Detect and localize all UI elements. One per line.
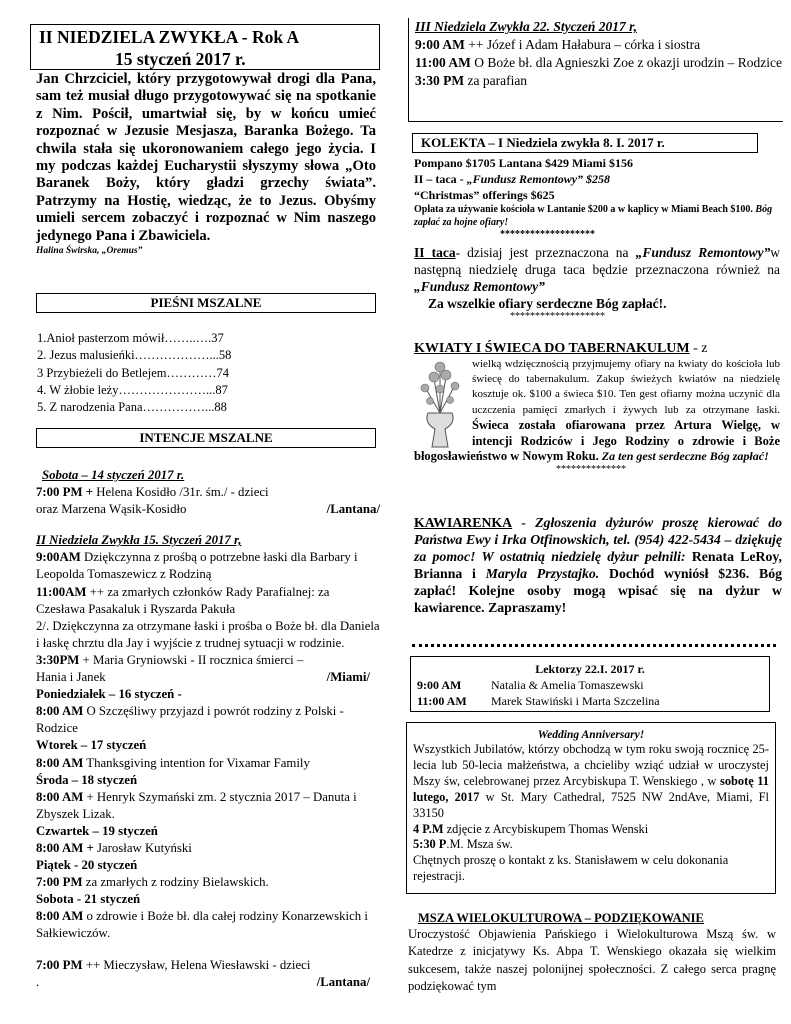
intention-line: 7:00 PM + Helena Kosidło /31r. śm./ - dzieci bbox=[36, 485, 269, 500]
intention-line: 8:00 AM Thanksgiving intention for Vixamar Family bbox=[36, 755, 310, 770]
collection-line: II – taca - „Fundusz Remontowy” $258 bbox=[414, 172, 611, 186]
cafe-block bbox=[414, 514, 782, 616]
intention-line: 9:00AM Dziękczynna z prośbą o potrzebne łaski dla Barbary i Leopolda Tomaszewicz z Rodziną bbox=[36, 550, 358, 582]
intention-line: 11:00AM ++ za zmarłych członków Rady Parafialnej: za Czesława Pasakaluk i Ryszarda Pakuła bbox=[36, 584, 330, 616]
intention-line: 8:00 AM + Jarosław Kutyński bbox=[36, 840, 192, 855]
readers-box bbox=[410, 656, 770, 712]
intro-text: Jan Chrzciciel, który przygotowywał drogi dla Pana, sam też musiał długo przygotowywać się na spotkanie z Nim. Pościł, umartwiał się, by w końcu umieć rozpoznać w Jezusie Mesjasza, Baranka Bożego. Ta chwila stała się ukoronowaniem całego jego życia. I my podczas każdej Eucharystii słyszymy słowa „Oto Baranek Boży, który gładzi grzechy świata”. Patrzymy na Hostię, wiedząc, że to Jezus. Obyśmy umieli sercem zobaczyć i rozpoznać w Nim naszego jedynego Pana i Zbawiciela. bbox=[36, 71, 376, 244]
intention-line: . /Lantana/ bbox=[36, 974, 370, 989]
flowers-image bbox=[414, 359, 466, 449]
intention-line: 3:30 PM za parafian bbox=[415, 73, 528, 88]
flowers-text: wielką wdzięcznością przyjmujemy ofiary na kwiaty do kościoła lub świecę do tabernakulum. Zakup świeżych kwiatów na niedzielę kosztuje ok. $100 a świeca $10. Ten gest ofiarny można uczynić dla uczczenia pamięci zmarłych i żywych lub za otrzymane łaski. Świeca została ofiarowana przez Artura Wielgę, w intencji Rodziców i Jego Rodziny o zdrowie i Boże błogosławieństwo w Nowym Roku. Za ten gest serdeczne Bóg zapłać! bbox=[414, 358, 780, 464]
intention-line: 8:00 AM o zdrowie i Boże bł. dla całej rodziny Konarzewskich i Sałkiewiczów. bbox=[36, 909, 368, 941]
multicultural-text: Uroczystość Objawienia Pańskiego i Wielokulturowa Mszą św. w Katedrze z inicjatywy Ks. Abpa T. Wenskiego okazała się wielkim sukcesem, także naszej polonijnej społeczności. Z całego serca pragnę podziękować tym bbox=[408, 927, 776, 993]
wednesday-heading: Środa – 18 styczeń bbox=[36, 772, 138, 787]
intention-line: 9:00 AM ++ Józef i Adam Hałabura – córka i siostra bbox=[415, 37, 701, 52]
anniversary-photo: 4 P.M zdjęcie z Arcybiskupem Thomas Wenski bbox=[413, 821, 649, 836]
song-item: 1.Anioł pasterzom mówił……..….37 bbox=[37, 331, 224, 345]
intention-line: 7:00 PM ++ Mieczysław, Helena Wiesławski - dzieci bbox=[36, 957, 311, 972]
sunday-heading: II Niedziela Zwykła 15. Styczeń 2017 r, bbox=[36, 533, 242, 548]
next-sunday-block bbox=[408, 18, 783, 122]
saturday-heading: Sobota – 14 styczeń 2017 r. bbox=[42, 468, 185, 482]
multicultural-block bbox=[408, 910, 776, 995]
tuesday-heading: Wtorek – 17 styczeń bbox=[36, 738, 147, 753]
collection-line: Pompano $1705 Lantana $429 Miami $156 bbox=[414, 156, 634, 170]
intention-line: oraz Marzena Wąsik-Kosidło /Lantana/ bbox=[36, 502, 380, 517]
intentions-list bbox=[36, 467, 380, 991]
cafe-text: KAWIARENKA - Zgłoszenia dyżurów proszę kierować do Państwa Ewy i Irka Otfinowskich, tel. (954) 422-5434 – dziękuję za pomoc! W ostatnią niedzielę dyżur pełnili: Renata LeRoy, Brianna i Maryla Przystajko. Dochód wyniósł $236. Bóg zapłać! Kolejne osoby mogą wpisać się na dyżur w kawiarence. Zapraszamy! bbox=[414, 515, 782, 615]
intention-line: 7:00 PM za zmarłych z rodziny Bielawskich. bbox=[36, 875, 269, 890]
intentions-heading: INTENCJE MSZALNE bbox=[36, 428, 376, 448]
song-item: 5. Z narodzenia Pana……………...88 bbox=[37, 400, 227, 415]
anniversary-heading: Wedding Anniversary! bbox=[537, 729, 645, 741]
collection-block bbox=[414, 155, 780, 322]
page-date: 15 styczeń 2017 r. bbox=[115, 49, 246, 69]
stars-divider: ************** bbox=[556, 464, 626, 476]
anniversary-box bbox=[406, 722, 776, 894]
song-item: 3 Przybieżeli do Betlejem…………74 bbox=[37, 365, 229, 380]
song-item: 2. Jezus malusieńki………………...58 bbox=[37, 348, 232, 363]
next-sunday-heading: III Niedziela Zwykła 22. Styczeń 2017 r, bbox=[415, 19, 637, 34]
reader-line: 11:00 AM Marek Stawiński i Marta Szczelina bbox=[417, 694, 660, 708]
cafe-heading: KAWIARENKA bbox=[414, 515, 513, 530]
flowers-heading-line: KWIATY I ŚWIECA DO TABERNAKULUM - z bbox=[414, 341, 708, 356]
collection-thanks: Za wszelkie ofiary serdeczne Bóg zapłać!. bbox=[428, 296, 667, 311]
collection-heading: KOLEKTA – I Niedziela zwykła 8. I. 2017 r. bbox=[412, 133, 758, 153]
anniversary-text: Wszystkich Jubilatów, którzy obchodzą w tym roku swoją rocznicę 25-lecia lub 50-lecia małżeństwa, a chcieliby wziąć udział w uroczystej Mszy św, celebrowanej przez Arcybiskupa T. Wenskiego , w sobotę 11 lutego, 2017 w St. Mary Cathedral, 7525 NW 2ndAve, Miami, Fl 33150 bbox=[413, 742, 770, 820]
saturday2-heading: Sobota - 21 styczeń bbox=[36, 892, 141, 907]
anniversary-contact: Chętnych proszę o kontakt z ks. Stanisławem w celu dokonania rejestracji. bbox=[413, 853, 729, 884]
multicultural-heading: MSZA WIELOKULTUROWA – PODZIĘKOWANIE bbox=[418, 911, 704, 925]
title-box bbox=[30, 24, 380, 70]
monday-heading: Poniedziałek – 16 styczeń - bbox=[36, 687, 182, 702]
stars-divider: ******************* bbox=[500, 229, 595, 240]
second-collection-text: II taca- dzisiaj jest przeznaczona na „Fundusz Remontowy”w następną niedzielę druga taca będzie przeznaczona również na „Fundusz Remontowy” bbox=[414, 245, 780, 294]
intention-line: 11:00 AM O Boże bł. dla Agnieszki Zoe z okazji urodzin – Rodzice bbox=[415, 55, 783, 70]
intro-author: Halina Świrska, „Oremus” bbox=[36, 246, 143, 257]
intention-line: Hania i Janek /Miami/ bbox=[36, 670, 370, 685]
songs-list bbox=[37, 330, 337, 416]
anniversary-mass: 5:30 P.M. Msza św. bbox=[413, 837, 513, 852]
collection-line: “Christmas” offerings $625 bbox=[414, 188, 555, 202]
flowers-block bbox=[414, 340, 780, 475]
friday-heading: Piątek - 20 styczeń bbox=[36, 858, 138, 873]
thursday-heading: Czwartek – 19 styczeń bbox=[36, 823, 158, 838]
readers-heading: Lektorzy 22.I. 2017 r. bbox=[535, 662, 645, 676]
intro-block bbox=[36, 71, 376, 257]
page-title: II NIEDZIELA ZWYKŁA - Rok A bbox=[39, 27, 300, 47]
collection-line: Opłata za używanie kościoła w Lantanie $200 a w kaplicy w Miami Beach $100. Bóg zapłać za hojne ofiary! bbox=[414, 204, 773, 228]
song-item: 4. W żłobie leży…………………...87 bbox=[37, 382, 228, 397]
intention-line: 3:30PM + Maria Gryniowski - II rocznica śmierci – bbox=[36, 652, 304, 667]
intention-line: 8:00 AM + Henryk Szymański zm. 2 stycznia 2017 – Danuta i Zbyszek Lizak. bbox=[36, 789, 357, 821]
dotted-divider bbox=[412, 644, 776, 647]
songs-heading: PIEŚNI MSZALNE bbox=[36, 293, 376, 313]
stars-divider: ******************* bbox=[510, 311, 605, 322]
flowers-heading: KWIATY I ŚWIECA DO TABERNAKULUM bbox=[414, 341, 690, 356]
intention-line: 2/. Dziękczynna za otrzymane łaski i prośba o Boże bł. dla Daniela i łaskę chrztu dla Jay i wyjście z trudnej sytuacji w rodzinie. bbox=[36, 618, 380, 650]
intention-line: 8:00 AM O Szczęśliwy przyjazd i powrót rodziny z Polski - Rodzice bbox=[36, 704, 344, 736]
reader-line: 9:00 AM Natalia & Amelia Tomaszewski bbox=[417, 678, 644, 692]
